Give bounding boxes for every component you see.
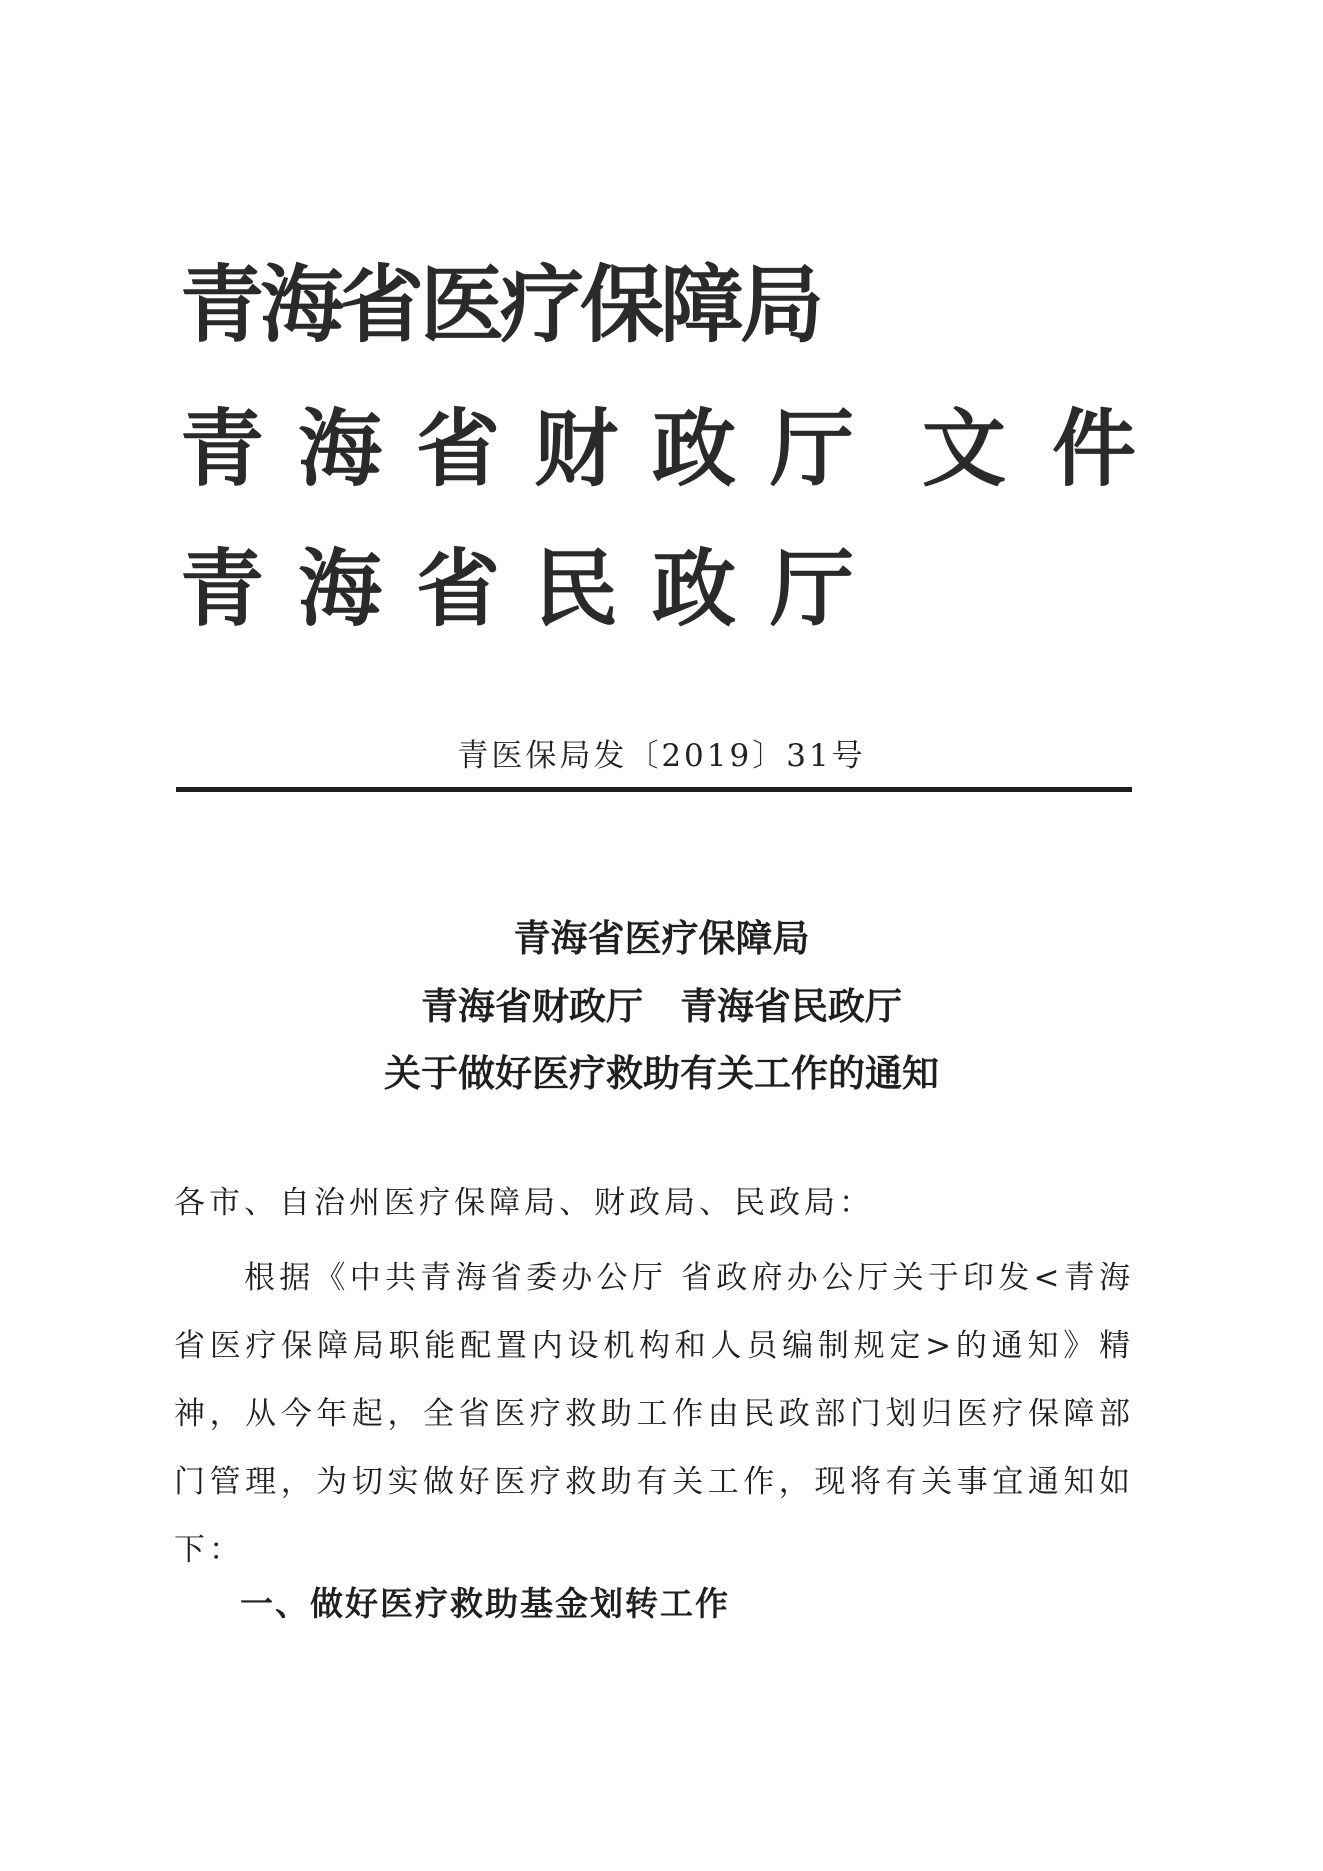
issuer-name-medical-security-bureau: 青海省医疗保障局 (180, 255, 821, 354)
issuer-name-finance-department: 青海省财政厅 (180, 399, 889, 498)
title-line-3: 关于做好医疗救助有关工作的通知 (384, 1051, 939, 1095)
body-paragraph: 根据《中共青海省委办公厅 省政府办公厅关于印发<青海省医疗保障局职能配置内设机构和人员编制规定>的通知》精神，从今年起，全省医疗救助工作由民政部门划归医疗保障部门管理，为切实做好医疗救助有关工作，现将有关事宜通知如下： (174, 1260, 1134, 1568)
salutation: 各市、自治州医疗保障局、财政局、民政局： (174, 1185, 874, 1221)
header-divider-rule (176, 787, 1132, 792)
document-number: 青医保局发〔2019〕31号 (457, 738, 866, 774)
title-line-1: 青海省医疗保障局 (513, 916, 810, 960)
document-word: 文件 (922, 399, 1183, 498)
issuer-name-civil-affairs-department: 青海省民政厅 (180, 539, 889, 638)
title-line-2: 青海省财政厅 青海省民政厅 (421, 984, 902, 1028)
section-heading-1: 一、做好医疗救助基金划转工作 (240, 1584, 730, 1623)
